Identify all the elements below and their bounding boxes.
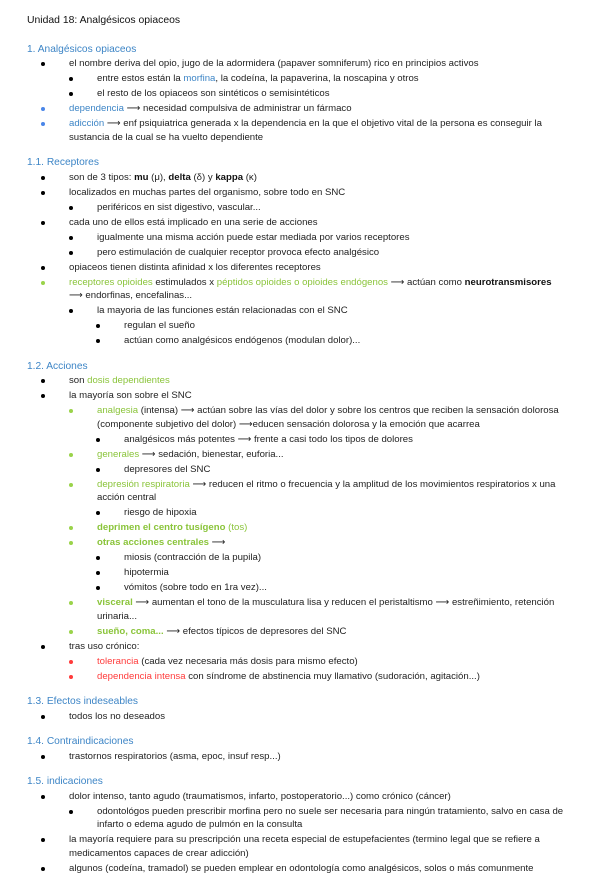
highlight-term: adicción [69,118,105,129]
highlight-term: analgesia [97,405,139,416]
bullet-list [27,374,577,683]
list-item: depresión respiratoria ⟶ reducen el ritmo o frecuencia y la amplitud de los movimientos respiratorios x una acción central [27,478,577,505]
list-item: actúan como analgésicos endógenos (modulan dolor)... [27,334,577,348]
list-item: igualmente una misma acción puede estar mediada por varios receptores [27,231,577,245]
highlight-term: dosis dependientes [87,375,170,386]
list-item: pero estimulación de cualquier receptor provoca efecto analgésico [27,246,577,260]
bullet-list [27,57,577,144]
list-item: dependencia intensa con síndrome de abstinencia muy llamativo (sudoración, agitación...) [27,670,577,684]
list-item: la mayoría requiere para su prescripción una receta especial de estupefacientes (termino legal que se refiere a medicamentos capaces de crear adicción) [27,833,577,860]
list-item: cada uno de ellos está implicado en una serie de acciones [27,216,577,230]
list-item: algunos (codeína, tramadol) se pueden emplear en odontología como analgésicos, solos o más comunmente [27,862,577,876]
section-heading: 1. Analgésicos opiaceos [27,43,137,55]
list-item: otras acciones centrales ⟶ [27,536,577,550]
section-heading: 1.4. Contraindicaciones [27,736,134,747]
list-item: regulan el sueño [27,319,577,333]
list-item: son de 3 tipos: mu (μ), delta (δ) y kappa (κ) [27,171,577,185]
list-item: hipotermia [27,566,577,580]
list-item: periféricos en sist digestivo, vascular... [27,201,577,215]
list-item: visceral ⟶ aumentan el tono de la musculatura lisa y reducen el peristaltismo ⟶ estreñimiento, retención urinaria... [27,596,577,623]
bullet-list [27,750,577,764]
list-item: dolor intenso, tanto agudo (traumatismos, infarto, postoperatorio...) como crónico (cáncer) [27,790,577,804]
list-item: el nombre deriva del opio, jugo de la adormidera (papaver somniferum) rico en principios activos [27,57,577,71]
list-item: sueño, coma... ⟶ efectos típicos de depresores del SNC [27,625,577,639]
list-item: analgesia (intensa) ⟶ actúan sobre las vías del dolor y sobre los centros que reciben la sensación dolorosa (componente subjetivo del dolor) ⟶educen sensación dolorosa y la emoción que acarrea [27,404,577,431]
list-item: la mayoria de las funciones están relacionadas con el SNC [27,304,577,318]
section-heading: 1.2. Acciones [27,360,88,372]
list-item: la mayoría son sobre el SNC [27,389,577,403]
section-contraindicaciones [27,735,577,763]
list-item: adicción ⟶ enf psiquiatrica generada x la dependencia en la que el objetivo vital de la persona es conseguir la sustancia de la cual se ha vuelto dependiente [27,117,577,144]
list-item: odontológos pueden prescribir morfina pero no suele ser necesaria para ningún tratamiento, salvo en casa de infarto o edema agudo de pulmón en la consulta [27,805,577,832]
bullet-list [27,171,577,348]
section-heading: 1.5. indicaciones [27,776,103,787]
list-item: analgésicos más potentes ⟶ frente a casi todo los tipos de dolores [27,433,577,447]
highlight-term: receptores opioides [69,276,153,288]
highlight-term: depresión respiratoria [97,478,190,490]
list-item: el resto de los opiaceos son sintéticos o semisintéticos [27,87,577,101]
list-item: miosis (contracción de la pupila) [27,551,577,565]
highlight-term: péptidos opioides o opioides endógenos [216,276,388,288]
list-item: tras uso crónico: [27,640,577,654]
bullet-list [27,790,577,876]
section-heading: 1.1. Receptores [27,157,99,168]
section-acciones [27,360,577,684]
list-item: deprimen el centro tusígeno (tos) [27,521,577,535]
list-item: todos los no deseados [27,710,577,724]
highlight-term: tolerancia [97,655,139,667]
list-item: entre estos están la morfina, la codeína, la papaverina, la noscapina y otros [27,72,577,86]
highlight-term: deprimen el centro tusígeno [97,522,226,533]
list-item: opiaceos tienen distinta afinidad x los diferentes receptores [27,261,577,275]
section-receptores [27,156,577,348]
list-item: tolerancia (cada vez necesaria más dosis para mismo efecto) [27,655,577,669]
bullet-list [27,710,577,724]
highlight-term: dependencia intensa [97,670,186,682]
list-item: son dosis dependientes [27,374,577,388]
section-indicaciones [27,775,577,875]
list-item: dependencia ⟶ necesidad compulsiva de administrar un fármaco [27,102,577,116]
highlight-term: morfina [183,73,216,84]
section-analgesicos-opiaceos [27,43,577,145]
list-item: trastornos respiratorios (asma, epoc, insuf resp...) [27,750,577,764]
list-item: generales ⟶ sedación, bienestar, euforia... [27,448,577,462]
page-title: Unidad 18: Analgésicos opiaceos [27,15,181,26]
list-item: riesgo de hipoxia [27,506,577,520]
highlight-term: visceral [97,597,133,608]
highlight-term: dependencia [69,103,124,114]
section-heading: 1.3. Efectos indeseables [27,696,139,707]
highlight-term: otras acciones centrales [97,537,209,548]
document-page [27,14,577,887]
highlight-term: sueño, coma... [97,625,164,637]
list-item: vómitos (sobre todo en 1ra vez)... [27,581,577,595]
section-efectos-indeseables [27,695,577,723]
list-item: depresores del SNC [27,463,577,477]
list-item: localizados en muchas partes del organismo, sobre todo en SNC [27,186,577,200]
list-item: receptores opioides estimulados x péptidos opioides o opioides endógenos ⟶ actúan como neurotransmisores ⟶ endorfinas, encefalinas... [27,276,577,303]
highlight-term: generales [97,448,140,460]
